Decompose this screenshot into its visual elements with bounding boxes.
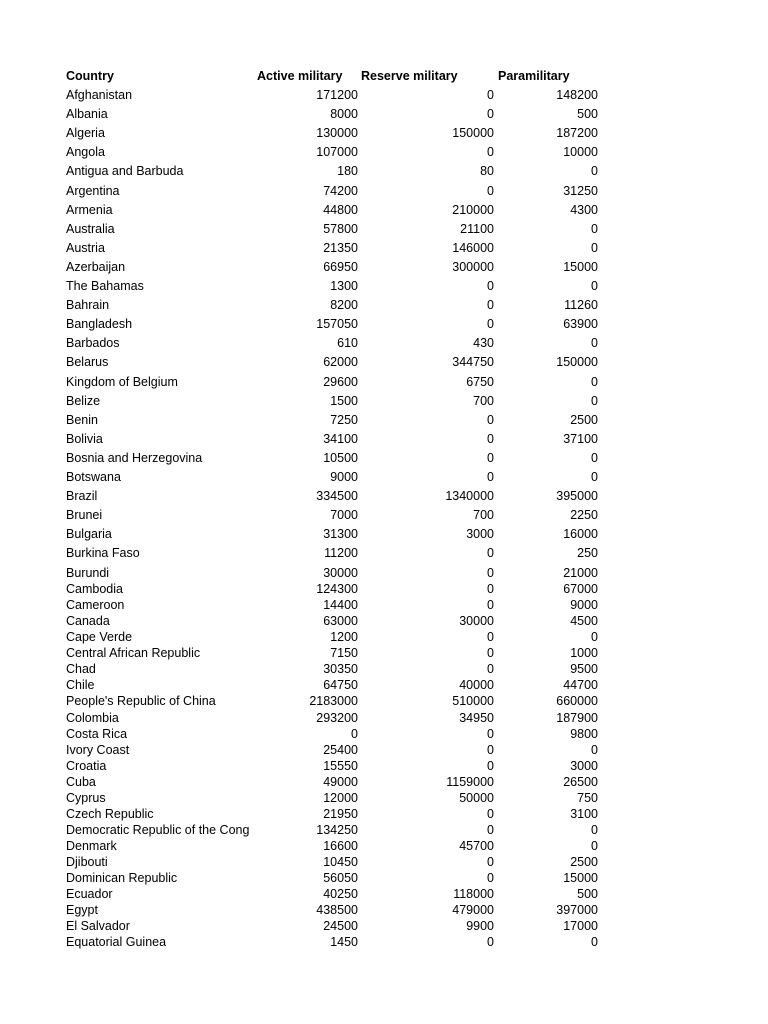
reserve-military-cell: 21100 [460,221,494,236]
reserve-military-cell: 0 [487,431,494,446]
active-military-cell: 171200 [316,88,358,102]
reserve-military-cell: 40000 [459,678,494,693]
active-military-cell: 66950 [323,259,358,274]
paramilitary-cell: 250 [577,546,598,561]
reserve-military-cell: 0 [487,279,494,293]
paramilitary-cell: 17000 [563,919,598,934]
reserve-military-cell: 50000 [459,790,494,805]
country-cell: Ecuador [66,887,113,901]
country-cell: Democratic Republic of the Cong [66,822,250,837]
country-cell: Austria [66,240,105,255]
active-military-cell: 293200 [316,710,358,725]
country-cell: Equatorial Guinea [66,935,167,950]
paramilitary-cell: 4300 [570,202,598,217]
country-cell: Dominican Republic [66,871,178,885]
active-military-cell: 7150 [330,646,358,661]
reserve-military-cell: 80 [480,164,494,179]
reserve-military-cell: 45700 [459,838,494,853]
reserve-military-cell: 0 [487,546,494,561]
reserve-military-cell: 700 [473,393,494,408]
paramilitary-cell: 10000 [563,145,598,160]
active-military-cell: 24500 [323,919,358,934]
country-cell: Antigua and Barbuda [66,164,184,179]
country-cell: Burkina Faso [66,546,140,561]
active-military-cell: 11200 [324,546,358,561]
reserve-military-cell: 0 [487,935,494,950]
paramilitary-cell: 2250 [570,508,598,523]
active-military-cell: 40250 [323,887,358,901]
active-military-cell: 31300 [323,527,358,542]
active-military-cell: 16600 [323,838,358,853]
country-cell: Colombia [66,710,119,725]
reserve-military-cell: 0 [487,450,494,465]
active-military-cell: 610 [337,336,358,351]
paramilitary-cell: 44700 [563,678,598,693]
country-cell: Chad [66,662,96,677]
paramilitary-cell: 0 [591,470,598,484]
reserve-military-cell: 0 [487,871,494,885]
active-military-cell: 8200 [330,298,358,313]
active-military-cell: 34100 [323,431,358,446]
header-reserve-military: Reserve military [361,69,458,83]
reserve-military-cell: 0 [487,107,494,122]
active-military-cell: 10450 [323,854,358,869]
paramilitary-cell: 187200 [556,126,598,141]
active-military-cell: 1500 [330,393,358,408]
active-military-cell: 49000 [323,774,358,789]
country-cell: Angola [66,145,105,160]
active-military-cell: 9000 [330,470,358,484]
reserve-military-cell: 0 [487,145,494,160]
paramilitary-cell: 3000 [570,758,598,773]
paramilitary-cell: 397000 [556,903,598,917]
country-cell: Bosnia and Herzegovina [66,450,203,465]
reserve-military-cell: 0 [487,726,494,741]
paramilitary-cell: 0 [591,838,598,853]
country-cell: Cameroon [66,598,125,613]
paramilitary-cell: 0 [591,630,598,645]
country-cell: Belarus [66,355,109,370]
reserve-military-cell: 0 [487,598,494,613]
country-cell: Croatia [66,758,107,773]
reserve-military-cell: 344750 [452,355,494,370]
paramilitary-cell: 21000 [563,566,598,580]
active-military-cell: 15550 [323,758,358,773]
country-cell: Belize [66,393,101,408]
country-cell: Armenia [66,202,113,217]
active-military-cell: 124300 [316,582,358,596]
active-military-cell: 63000 [323,614,358,629]
country-cell: Kingdom of Belgium [66,374,178,389]
active-military-cell: 57800 [323,221,358,236]
country-cell: Central African Republic [66,646,201,661]
paramilitary-cell: 0 [591,393,598,408]
active-military-cell: 1450 [330,935,358,950]
reserve-military-cell: 0 [487,646,494,661]
active-military-cell: 12000 [323,790,358,805]
paramilitary-cell: 26500 [563,774,598,789]
reserve-military-cell: 0 [487,566,494,580]
country-cell: Czech Republic [66,806,154,821]
active-military-cell: 74200 [323,183,358,198]
paramilitary-cell: 31250 [563,183,598,198]
country-cell: Brazil [66,489,98,504]
country-cell: Brunei [66,508,103,523]
paramilitary-cell: 9800 [570,726,598,741]
country-cell: Cuba [66,774,96,789]
reserve-military-cell: 0 [487,662,494,677]
reserve-military-cell: 150000 [452,126,494,141]
paramilitary-cell: 0 [591,279,598,293]
country-cell: Barbados [66,336,120,351]
country-cell: Bangladesh [66,317,133,332]
header-country: Country [66,69,114,83]
paramilitary-cell: 2500 [570,412,598,427]
active-military-cell: 157050 [316,317,358,332]
active-military-cell: 107000 [316,145,358,160]
country-cell: The Bahamas [66,279,144,293]
country-cell: Cyprus [66,790,106,805]
active-military-cell: 30350 [323,662,358,677]
country-cell: Algeria [66,126,105,141]
reserve-military-cell: 30000 [459,614,494,629]
paramilitary-cell: 0 [591,221,598,236]
country-cell: Cape Verde [66,630,133,645]
reserve-military-cell: 0 [487,470,494,484]
country-cell: Bulgaria [66,527,112,542]
active-military-cell: 7000 [330,508,358,523]
country-cell: Argentina [66,183,120,198]
active-military-cell: 44800 [323,202,358,217]
reserve-military-cell: 1159000 [446,774,494,789]
country-cell: Australia [66,221,115,236]
reserve-military-cell: 510000 [452,694,494,709]
paramilitary-cell: 63900 [563,317,598,332]
country-cell: Chile [66,678,95,693]
paramilitary-cell: 150000 [556,355,598,370]
reserve-military-cell: 118000 [453,887,494,901]
active-military-cell: 130000 [316,126,358,141]
reserve-military-cell: 300000 [452,259,494,274]
reserve-military-cell: 700 [473,508,494,523]
paramilitary-cell: 500 [577,887,598,901]
active-military-cell: 2183000 [309,694,358,709]
paramilitary-cell: 148200 [556,88,598,102]
paramilitary-cell: 0 [591,374,598,389]
active-military-cell: 29600 [323,374,358,389]
reserve-military-cell: 430 [473,336,494,351]
paramilitary-cell: 0 [591,164,598,179]
paramilitary-cell: 500 [577,107,598,122]
country-cell: Albania [66,107,108,122]
reserve-military-cell: 1340000 [445,489,494,504]
reserve-military-cell: 0 [487,758,494,773]
reserve-military-cell: 0 [487,317,494,332]
active-military-cell: 1300 [330,279,358,293]
active-military-cell: 21950 [323,806,358,821]
paramilitary-cell: 3100 [570,806,598,821]
reserve-military-cell: 34950 [459,710,494,725]
active-military-cell: 438500 [316,903,358,917]
active-military-cell: 0 [351,726,358,741]
header-paramilitary: Paramilitary [498,69,570,83]
reserve-military-cell: 0 [487,183,494,198]
active-military-cell: 8000 [330,107,358,122]
active-military-cell: 134250 [316,822,358,837]
paramilitary-cell: 4500 [570,614,598,629]
reserve-military-cell: 0 [487,806,494,821]
paramilitary-cell: 37100 [563,431,598,446]
reserve-military-cell: 0 [487,854,494,869]
country-cell: El Salvador [66,919,130,934]
reserve-military-cell: 146000 [452,240,494,255]
paramilitary-cell: 15000 [563,259,598,274]
paramilitary-cell: 0 [591,935,598,950]
active-military-cell: 21350 [323,240,358,255]
active-military-cell: 56050 [323,871,358,885]
country-cell: Burundi [66,566,110,580]
paramilitary-cell: 15000 [563,871,598,885]
paramilitary-cell: 0 [591,742,598,757]
paramilitary-cell: 2500 [570,854,598,869]
country-cell: Afghanistan [66,88,133,102]
paramilitary-cell: 0 [591,822,598,837]
paramilitary-cell: 9000 [570,598,598,613]
paramilitary-cell: 16000 [563,527,598,542]
country-cell: Botswana [66,470,121,484]
active-military-cell: 64750 [323,678,358,693]
paramilitary-cell: 9500 [570,662,598,677]
country-cell: Denmark [66,838,117,853]
reserve-military-cell: 0 [487,630,494,645]
country-cell: Djibouti [66,854,108,869]
active-military-cell: 334500 [316,489,358,504]
paramilitary-cell: 0 [591,240,598,255]
country-cell: Cambodia [66,582,123,596]
country-cell: Bolivia [66,431,103,446]
country-cell: Egypt [66,903,98,917]
paramilitary-cell: 67000 [563,582,598,596]
active-military-cell: 1200 [330,630,358,645]
active-military-cell: 62000 [323,355,358,370]
country-cell: Ivory Coast [66,742,130,757]
paramilitary-cell: 0 [591,450,598,465]
reserve-military-cell: 210000 [452,202,494,217]
reserve-military-cell: 0 [487,88,494,102]
reserve-military-cell: 0 [487,582,494,596]
reserve-military-cell: 0 [487,742,494,757]
country-cell: Azerbaijan [66,259,126,274]
paramilitary-cell: 11260 [564,298,598,313]
reserve-military-cell: 479000 [452,903,494,917]
paramilitary-cell: 187900 [556,710,598,725]
paramilitary-cell: 750 [577,790,598,805]
country-cell: Bahrain [66,298,110,313]
active-military-cell: 7250 [330,412,358,427]
active-military-cell: 10500 [323,450,358,465]
reserve-military-cell: 3000 [466,527,494,542]
active-military-cell: 14400 [323,598,358,613]
active-military-cell: 180 [337,164,358,179]
paramilitary-cell: 660000 [556,694,598,709]
reserve-military-cell: 9900 [466,919,494,934]
country-cell: People's Republic of China [66,694,216,709]
paramilitary-cell: 395000 [556,489,598,504]
active-military-cell: 25400 [323,742,358,757]
reserve-military-cell: 0 [487,412,494,427]
header-active-military: Active military [257,69,343,83]
country-cell: Canada [66,614,110,629]
country-cell: Benin [66,412,98,427]
reserve-military-cell: 0 [487,822,494,837]
paramilitary-cell: 0 [591,336,598,351]
reserve-military-cell: 6750 [466,374,494,389]
active-military-cell: 30000 [323,566,358,580]
reserve-military-cell: 0 [487,298,494,313]
country-cell: Costa Rica [66,726,128,741]
paramilitary-cell: 1000 [570,646,598,661]
